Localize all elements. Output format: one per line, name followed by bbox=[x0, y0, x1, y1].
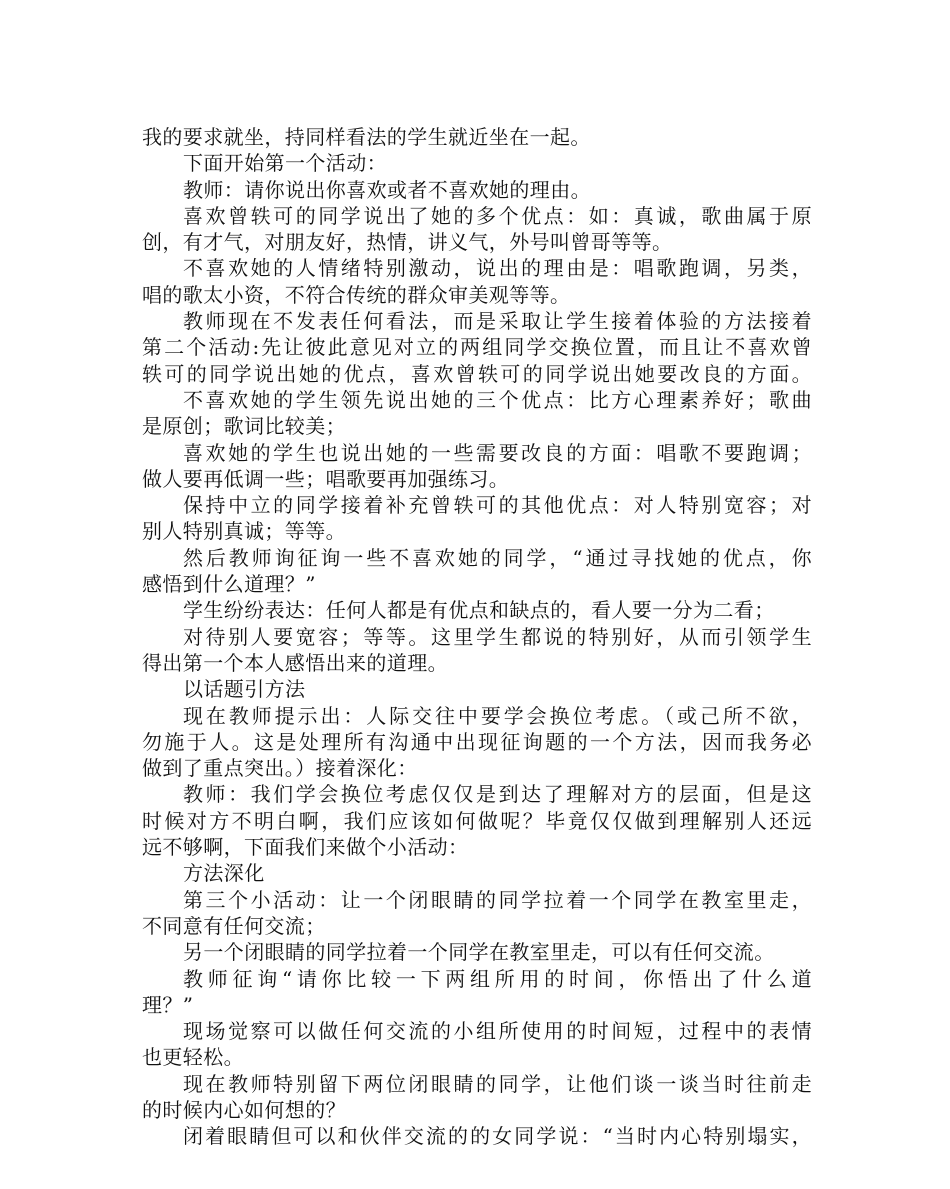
text-line: 闭着眼睛但可以和伙伴交流的的女同学说：“当时内心特别塌实， bbox=[183, 1124, 812, 1149]
text-line: 做到了重点突出。）接着深化： bbox=[142, 756, 418, 781]
text-line: 教师：我们学会换位考虑仅仅是到达了理解对方的层面，但是这 bbox=[183, 782, 812, 807]
text-line: 现场觉察可以做任何交流的小组所使用的时间短，过程中的表情 bbox=[183, 1019, 812, 1044]
text-line: 时候对方不明白啊，我们应该如何做呢？毕竟仅仅做到理解别人还远 bbox=[142, 808, 812, 833]
text-line: 远不够啊，下面我们来做个小活动： bbox=[142, 835, 469, 860]
text-line: 理？” bbox=[142, 992, 194, 1017]
text-line: 得出第一个本人感悟出来的道理。 bbox=[142, 650, 448, 675]
text-line: 轶可的同学说出她的优点，喜欢曾轶可的同学说出她要改良的方面。 bbox=[142, 361, 812, 386]
text-line: 喜欢曾轶可的同学说出了她的多个优点：如：真诚，歌曲属于原 bbox=[183, 203, 812, 228]
text-line: 下面开始第一个活动： bbox=[183, 151, 387, 176]
text-line: 是原创；歌词比较美； bbox=[142, 414, 346, 439]
text-line: 别人特别真诚；等等。 bbox=[142, 519, 346, 544]
text-line: 也更轻松。 bbox=[142, 1045, 244, 1070]
text-line: 教师：请你说出你喜欢或者不喜欢她的理由。 bbox=[183, 177, 591, 202]
text-line: 然后教师询征询一些不喜欢她的同学，“通过寻找她的优点，你 bbox=[183, 545, 812, 570]
text-line: 现在教师提示出：人际交往中要学会换位考虑。（或己所不欲， bbox=[183, 703, 812, 728]
text-line: 喜欢她的学生也说出她的一些需要改良的方面：唱歌不要跑调； bbox=[183, 440, 812, 465]
text-line: 不同意有任何交流； bbox=[142, 913, 326, 938]
text-line: 第二个活动:先让彼此意见对立的两组同学交换位置，而且让不喜欢曾 bbox=[142, 335, 812, 360]
text-line: 不喜欢她的学生领先说出她的三个优点：比方心理素养好；歌曲 bbox=[183, 387, 812, 412]
text-line: 学生纷纷表达：任何人都是有优点和缺点的，看人要一分为二看； bbox=[183, 598, 775, 623]
text-line: 保持中立的同学接着补充曾轶可的其他优点：对人特别宽容；对 bbox=[183, 493, 812, 518]
body-text bbox=[142, 124, 812, 1150]
text-line: 我的要求就坐，持同样看法的学生就近坐在一起。 bbox=[142, 125, 591, 149]
text-line: 教师征询“请你比较一下两组所用的时间，你悟出了什么道 bbox=[183, 966, 812, 991]
text-line: 以话题引方法 bbox=[183, 677, 306, 702]
text-line: 感悟到什么道理？” bbox=[142, 572, 316, 597]
text-line: 做人要再低调一些；唱歌要再加强练习。 bbox=[142, 466, 510, 491]
text-line: 创，有才气，对朋友好，热情，讲义气，外号叫曾哥等等。 bbox=[142, 230, 673, 255]
text-line: 现在教师特别留下两位闭眼睛的同学，让他们谈一谈当时往前走 bbox=[183, 1071, 812, 1096]
text-line: 的时候内心如何想的？ bbox=[142, 1097, 346, 1122]
text-line: 教师现在不发表任何看法，而是采取让学生接着体验的方法接着 bbox=[183, 309, 812, 334]
text-line: 方法深化 bbox=[183, 861, 265, 886]
text-line: 对待别人要宽容；等等。这里学生都说的特别好，从而引领学生 bbox=[183, 624, 812, 649]
text-line: 另一个闭眼睛的同学拉着一个同学在教室里走，可以有任何交流。 bbox=[183, 940, 775, 965]
text-line: 勿施于人。这是处理所有沟通中出现征询题的一个方法，因而我务必 bbox=[142, 729, 812, 754]
text-line: 第三个小活动：让一个闭眼睛的同学拉着一个同学在教室里走， bbox=[183, 887, 812, 912]
text-line: 不喜欢她的人情绪特别激动，说出的理由是：唱歌跑调，另类， bbox=[183, 256, 812, 281]
text-line: 唱的歌太小资，不符合传统的群众审美观等等。 bbox=[142, 282, 571, 307]
